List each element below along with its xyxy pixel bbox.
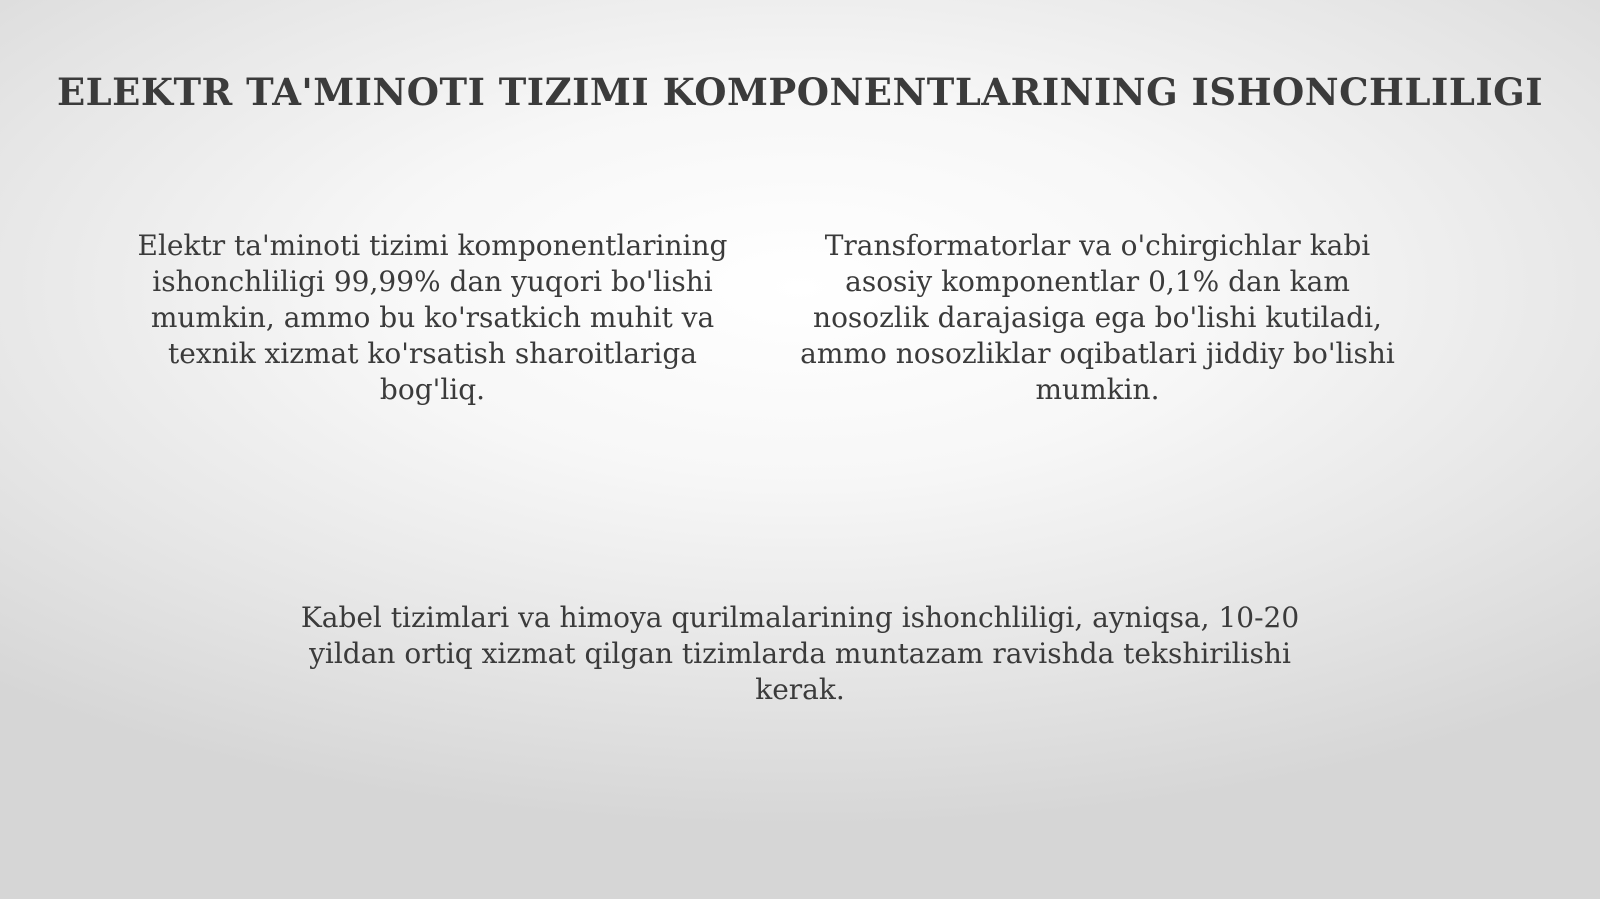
- paragraph-bottom: Kabel tizimlari va himoya qurilmalarining ishonchliligi, ayniqsa, 10-20 yildan ortiq xizmat qilgan tizimlarda muntazam ravishda tekshirilishi kerak.: [300, 601, 1300, 706]
- paragraph-right: Transformatorlar va o'chirgichlar kabi asosiy komponentlar 0,1% dan kam nosozlik darajasiga ega bo'lishi kutiladi, ammo nosozliklar oqibatlari jiddiy bo'lishi mumkin.: [800, 229, 1395, 406]
- slide-title: ELEKTR TA'MINOTI TIZIMI KOMPONENTLARINING ISHONCHLILIGI: [56, 70, 1544, 114]
- paragraph-left: Elektr ta'minoti tizimi komponentlarining ishonchliligi 99,99% dan yuqori bo'lishi mumkin, ammo bu ko'rsatkich muhit va texnik xizmat ko'rsatish sharoitlariga bog'liq.: [137, 229, 728, 406]
